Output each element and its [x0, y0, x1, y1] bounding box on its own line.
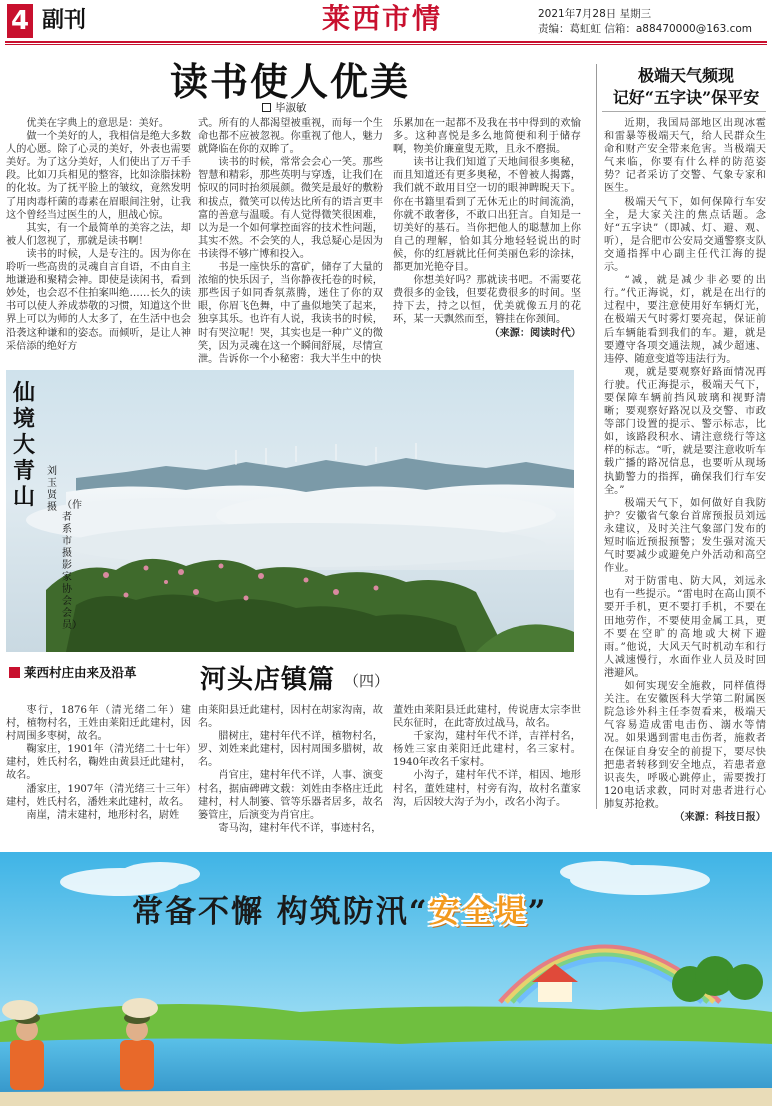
paragraph: “减，就是减少非必要的出行。”代正海说，灯，就是在出行的过程中，要注意使用好车辆灯光，在极端天气时雾灯要亮起，保证前后车辆能看到我们的车。避，就是要遵守各项交通法规，减少超速、违停、随意变道等违法行为。: [604, 275, 766, 365]
banner-slogan: [132, 892, 547, 932]
page-number: 4: [7, 4, 33, 38]
header-rule: [5, 41, 767, 43]
red-square-icon: [9, 667, 20, 678]
paragraph: 乐累加在一起都不及我在书中得到的欢愉多。这种喜悦是多么地简便和利于储存啊，物美价廉童叟无欺，且永不磨损。: [393, 118, 581, 156]
paragraph: 董姓由莱阳县迁此建村，传说唐太宗李世民东征时，在此寄放过战马，故名。: [393, 705, 581, 730]
photographer-org: （作者系市摄影家协会会员）: [62, 500, 82, 631]
paragraph: 书是一座快乐的富矿，储存了大量的浓缩的快乐因子，当你静夜托卷的时候，那些因子如同香氛蒸腾，迷住了你的双眼，你眉飞色舞，中了蛊似地笑了起来，独享其乐。也许有人说，我读书的时候，时有哭泣呢！哭，其实也是一种广义的微笑，因为灵魂在这一个瞬间舒展，尽情宣泄。告诉你一个小秘密：我大半生中的快: [198, 262, 383, 365]
photo-credit: 刘玉贤摄: [47, 466, 57, 513]
masthead-logo: 莱西市情: [322, 2, 443, 35]
article-column-2: [198, 117, 383, 366]
article-source: （来源：阅读时代）: [489, 326, 581, 339]
paragraph: 潘家庄，1907年（清光绪三十三年）建村，姓氏村名，潘姓来此建村，故名。: [6, 783, 191, 808]
series-label: [9, 665, 137, 681]
header-rule-thin: [5, 44, 767, 45]
paragraph: 腊树庄，建村年代不详，植物村名，罗、刘姓来此建村，因村周围多腊树，故名。: [198, 731, 383, 769]
sidebar-body: [604, 117, 766, 824]
paragraph: 读书让我们知道了天地间很多奥秘，而且知道还有更多奥秘，不曾被人揭露，我们就不敢用目空一切的眼神睥睨天下。你在书籍里看到了无休无止的时间流淌，你就不敢奢侈，不敢口出狂言。自知是一切美好的基石。当你把他人的聪慧加上你自己的理解，恰如其分地轻轻说出的时候，你的红唇就比任何美丽色彩的涂抹，都更加光艳夺目。: [393, 157, 581, 274]
article2-column-1: [6, 704, 191, 822]
banner-slogan-end: ”: [527, 894, 548, 930]
landscape-photo: [6, 370, 574, 652]
sidebar-subtitle: 记好“五字诀”保平安: [612, 88, 760, 107]
paragraph: 寄马沟，建村年代不详，事迹村名，: [218, 822, 382, 834]
banner-slogan-text: 常备不懈 构筑防汛“: [132, 894, 429, 930]
issue-date: 2021年7月28日 星期三: [538, 8, 652, 20]
mountain-sea-of-clouds-image: [6, 370, 574, 652]
author-name: 毕淑敏: [275, 102, 307, 114]
column-divider: [596, 64, 597, 809]
paragraph: 式。所有的人都渴望被重视，而每一个生命也都不应被忽视。你重视了他人，魅力就降临在你的双眸了。: [198, 118, 383, 156]
series-label-text: 莱西村庄由来及沿革: [24, 665, 137, 680]
paragraph: 由莱阳县迁此建村，因村在胡家沟南，故名。: [198, 705, 383, 730]
paragraph: 读书的时候，常常会会心一笑。那些智慧和精彩，那些英明与穿透，让我们在惊叹的同时抬须展颜。微笑是最好的敷粉和拔点，微笑可以传达比所有的语言更丰富的善意与温暖。有人觉得微笑很困难，以为是一个如何掌控面容的技术性问题，其实不然。不会笑的人，我总疑心是因为书读得不够广博和投入。: [198, 157, 383, 260]
sidebar-source: （来源：科技日报）: [674, 810, 766, 823]
paragraph: 南崖，清末建村，地形村名，尉姓: [26, 809, 180, 821]
paragraph: 你想美好吗？那就读书吧。不需要花费很多的金钱，但要花费很多的时间。坚持下去，持之以恒，优美就像五月的花环，某一天飘然而至，簪挂在你颈间。: [393, 275, 581, 326]
paragraph: 极端天气下，如何做好自我防护？安徽省气象台首席预报员刘远永建议，及时关注气象部门发布的短时临近预报预警；发生强对流天气时要减少或避免户外活动和高空作业。: [604, 497, 766, 575]
article2-part: （四）: [344, 672, 390, 690]
paragraph: 对于防雷电、防大风，刘远永也有一些提示。“雷电时在高山顶不要开手机，更不要打手机，不要在田地劳作，不要使用金属工具，更不要在空旷的高地或大树下避雨。”他说，大风天气时机动车和行人减速慢行，水面作业人员及时回港避风。: [604, 576, 766, 679]
paragraph: 做一个美好的人，我相信是绝大多数人的心愿。除了心灵的美好，外表也需要美好。为了这分美好，人们使出了万千手段。比如刀兵相见的整容，比如涂脂抹粉的化妆。为了抚平脸上的皱纹，竟然发明了用肉毒杆菌的毒素在眉眼间注射，让我这个曾经当过医生的人，胆战心惊。: [6, 131, 191, 221]
paragraph: 近期，我国局部地区出现冰雹和雷暴等极端天气，给人民群众生命和财产安全带来危害。当极端天气来临，你要有什么样的防范姿势？记者采访了交警、气象专家和医生。: [604, 118, 766, 195]
sidebar-title: 极端天气频现: [637, 66, 734, 85]
article-author: [262, 101, 307, 115]
article2-column-3: [393, 704, 581, 809]
article-column-3: [393, 117, 581, 340]
paragraph: 肖官庄，建村年代不详，人事、演变村名，据庙碑碑文载：刘姓由李格庄迁此建村，村人制篓、管等乐器者居多，故名篓管庄，后演变为肖官庄。: [198, 770, 383, 821]
paragraph: 小沟子，建村年代不详，相因、地形村名，董姓建村，村旁有沟，故村名董家沟，后因较大沟子为小，改名小沟子。: [393, 770, 581, 808]
flood-prevention-banner: [0, 852, 772, 1106]
paragraph: 千家沟，建村年代不详，吉祥村名，杨姓三家由莱阳迁此建村，名三家村。1940年改名千家村。: [393, 731, 581, 769]
article-title: 读书使人优美: [170, 59, 411, 104]
paragraph: 鞠家庄，1901年（清光绪二十七年）建村，姓氏村名，鞠姓由黄县迁此建村，故名。: [6, 744, 191, 782]
editor-info: 责编：葛虹虹 信箱：a88470000@163.com: [538, 23, 753, 35]
article2-column-2: [198, 704, 383, 835]
banner-illustration: [0, 852, 772, 1106]
paragraph: 读书的时候，人是专注的。因为你在聆听一些高贵的灵魂自言自语，不由自主地谦逊和聚精会神。即使是读闲书，看到妙处，也会忍不住拍案叫绝……长久的读书可以使人养成恭敬的习惯，知道这个世界上可以为师的人太多了，在生活中也会沿袭这种谦和的姿态。而倾听，是让人神采倍添的绝好方: [6, 248, 191, 352]
paragraph: 枣行，1876年（清光绪二年）建村，植物村名，王姓由莱阳迁此建村，因村周围多枣树，故名。: [6, 705, 191, 743]
paragraph: 如何实现安全施救，同样值得关注。在安徽医科大学第二附属医院急诊外科主任李贺看来，极端天气容易造成雷电击伤、溺水等情况。如果遇到雷电击伤者，施救者在保证自身安全的前提下，要尽快把患者转移到安全地点，若患者意识丧失，呼吸心跳停止，需要拨打120电话求救，同时对患者进行心肺复苏抢救。: [604, 681, 766, 810]
paragraph: 极端天气下，如何保障行车安全，是大家关注的焦点话题。念好“五字诀”（即减、灯、避、观、听），是合肥市公安局交通警察支队交通指挥中心副主任代江海的提示。: [604, 196, 766, 274]
paragraph: 观，就是要观察好路面情况再行驶。代正海提示，极端天气下，要保障车辆前挡风玻璃和视野清晰；要观察好路况以及交警、市政等部门设置的提示、警示标志，比如，该路段积水、请注意绕行等这样的标志。“听，就是要注意收听车载广播的路况信息，也要听从现场执勤警力的指挥，确保我们行车安全。”: [604, 366, 766, 496]
article-column-1: [6, 117, 191, 353]
sidebar-rule: [602, 111, 766, 112]
article2-title: 河头店镇篇: [200, 665, 336, 695]
banner-highlight: 安全堤: [428, 894, 528, 930]
paragraph: 优美在字典上的意思是：美好。: [26, 118, 170, 129]
paragraph: 其实，有一个最简单的美容之法，却被人们忽视了，那就是读书啊！: [6, 222, 191, 247]
photo-title: 仙境大青山: [13, 380, 36, 510]
author-box-icon: [262, 103, 271, 112]
section-name: 副刊: [42, 8, 87, 33]
